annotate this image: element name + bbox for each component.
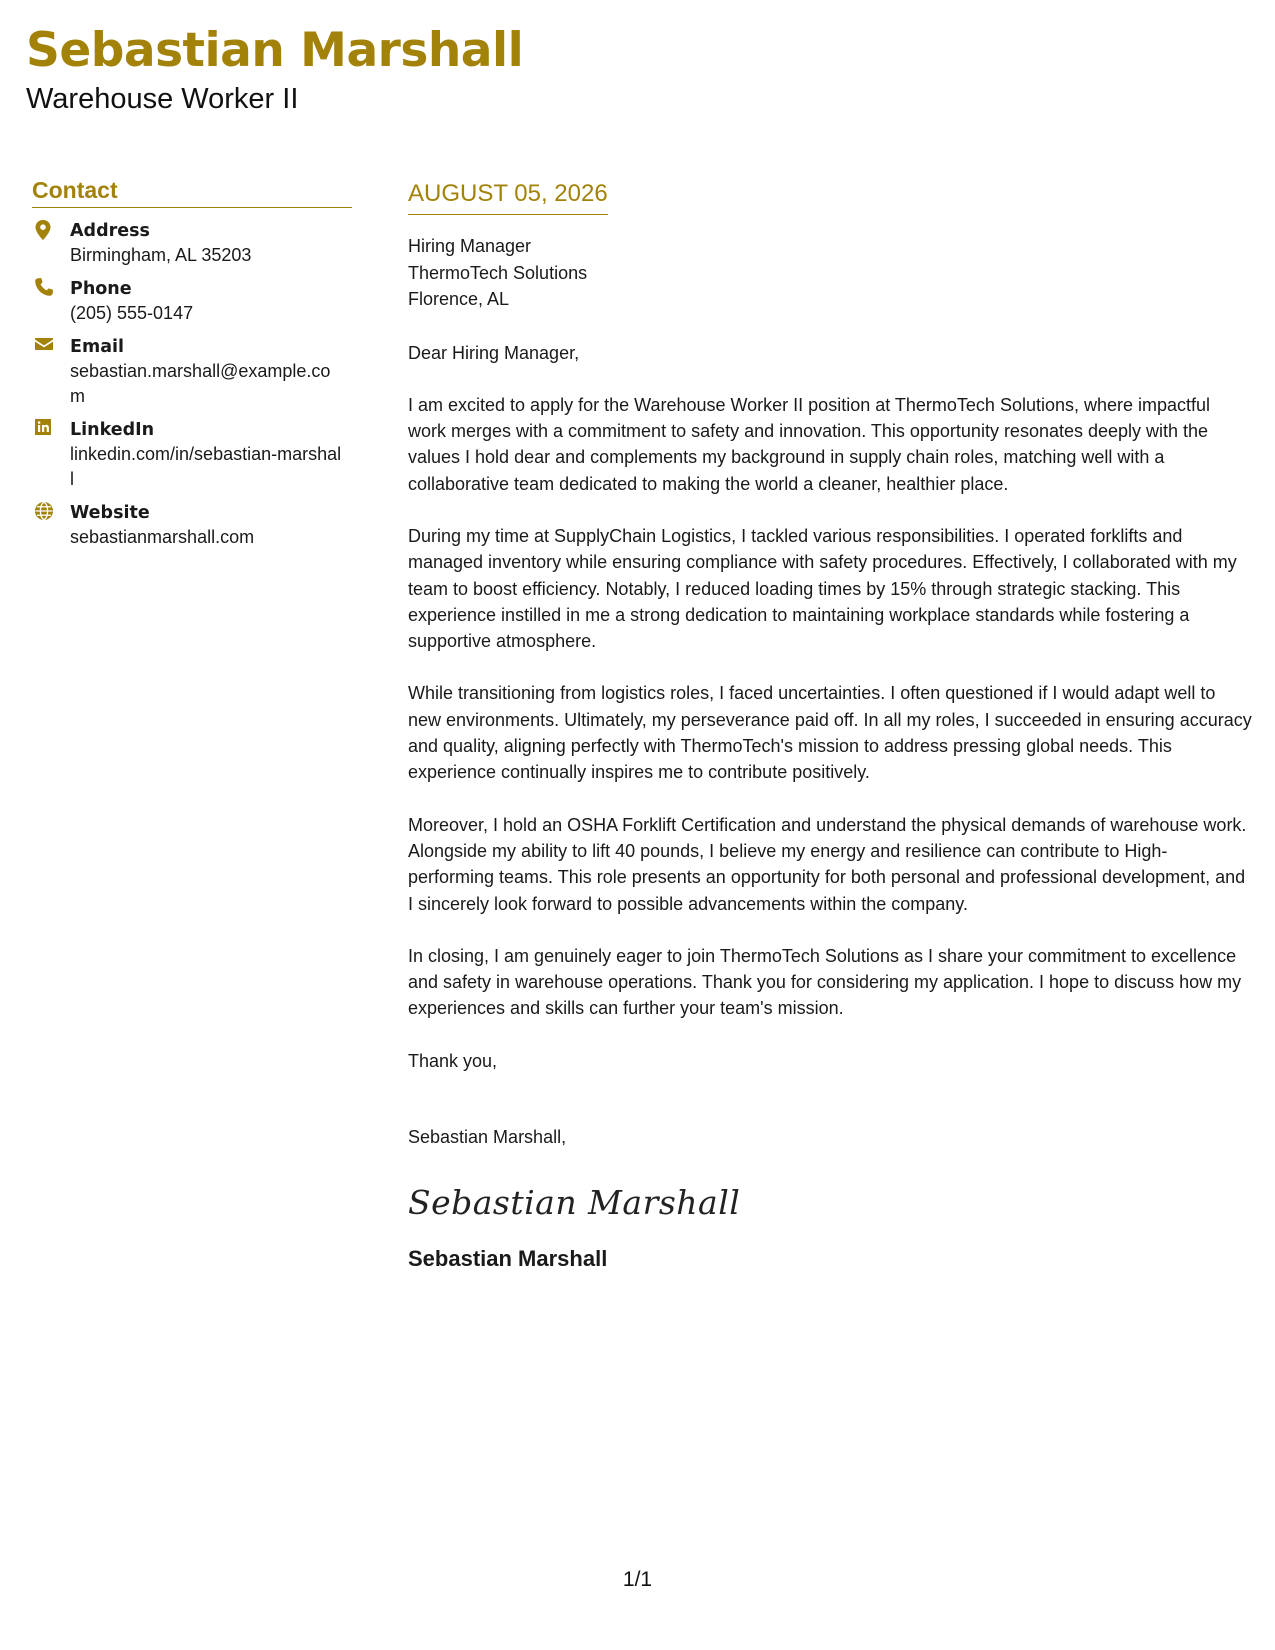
contact-item-website: [32, 501, 352, 550]
contact-sidebar: [32, 175, 352, 559]
job-title: Warehouse Worker II: [26, 83, 299, 115]
letter-header: [26, 22, 523, 116]
contact-item-email: [32, 335, 352, 409]
letter-body: [408, 178, 1253, 1274]
recipient-line: ThermoTech Solutions: [408, 262, 588, 283]
contact-value: (205) 555-0147: [70, 303, 194, 323]
contact-value: sebastian.marshall@example.com: [70, 361, 331, 406]
letter-date: AUGUST 05, 2026: [408, 178, 608, 215]
phone-icon: [34, 277, 56, 301]
signature: Sebastian Marshall: [408, 1183, 741, 1223]
contact-value: sebastianmarshall.com: [70, 527, 255, 547]
contact-heading: Contact: [32, 175, 352, 208]
contact-label: Email: [70, 337, 124, 357]
body-paragraph: While transitioning from logistics roles, I faced uncertainties. I often questioned if I would adapt well to new environments. Ultimately, my perseverance paid off. In all my roles, I succeeded in ensuring accuracy and quality, aligning perfectly with ThermoTech's mission to address pressing global needs. This experience continually inspires me to contribute positively.: [408, 683, 1252, 783]
closing: Thank you,: [408, 1050, 498, 1071]
envelope-icon: [34, 335, 56, 359]
contact-list: [32, 219, 352, 550]
applicant-name: Sebastian Marshall: [26, 23, 524, 78]
contact-value: linkedin.com/in/sebastian-marshall: [70, 444, 342, 489]
contact-item-phone: [32, 277, 352, 326]
contact-label: Address: [70, 221, 150, 241]
salutation: Dear Hiring Manager,: [408, 342, 580, 363]
contact-label: LinkedIn: [70, 420, 155, 440]
globe-icon: [34, 501, 56, 525]
contact-label: Website: [70, 503, 150, 523]
sender-name: Sebastian Marshall,: [408, 1127, 567, 1148]
contact-item-linkedin: [32, 418, 352, 492]
linkedin-icon: [34, 418, 56, 442]
printed-name: Sebastian Marshall: [408, 1246, 608, 1272]
body-paragraph: Moreover, I hold an OSHA Forklift Certification and understand the physical demands of warehouse work. Alongside my ability to lift 40 pounds, I believe my energy and resilience can contribute to High-performing teams. This role presents an opportunity for both personal and professional development, and I sincerely look forward to possible advancements within the company.: [408, 814, 1247, 914]
map-pin-icon: [34, 219, 56, 243]
body-paragraph: In closing, I am genuinely eager to join ThermoTech Solutions as I share your commitment to excellence and safety in warehouse operations. Thank you for considering my application. I hope to discuss how my experiences and skills can further your team's mission.: [408, 945, 1242, 1019]
body-paragraph: During my time at SupplyChain Logistics, I tackled various responsibilities. I operated forklifts and managed inventory while ensuring compliance with safety procedures. Effectively, I collaborated with my team to boost efficiency. Notably, I reduced loading times by 15% through strategic stacking. This experience instilled in me a strong dedication to maintaining workplace standards while fostering a supportive atmosphere.: [408, 525, 1237, 652]
contact-label: Phone: [70, 279, 132, 299]
recipient-block: [408, 233, 1253, 313]
recipient-line: Florence, AL: [408, 289, 510, 309]
body-paragraph: I am excited to apply for the Warehouse Worker II position at ThermoTech Solutions, where impactful work merges with a commitment to safety and innovation. This opportunity resonates deeply with the values I hold dear and complements my background in supply chain roles, matching well with a collaborative team dedicated to making the world a cleaner, healthier place.: [408, 394, 1211, 494]
contact-item-address: [32, 219, 352, 268]
contact-value: Birmingham, AL 35203: [70, 245, 252, 265]
recipient-line: Hiring Manager: [408, 236, 532, 256]
page-number: 1/1: [622, 1568, 653, 1591]
